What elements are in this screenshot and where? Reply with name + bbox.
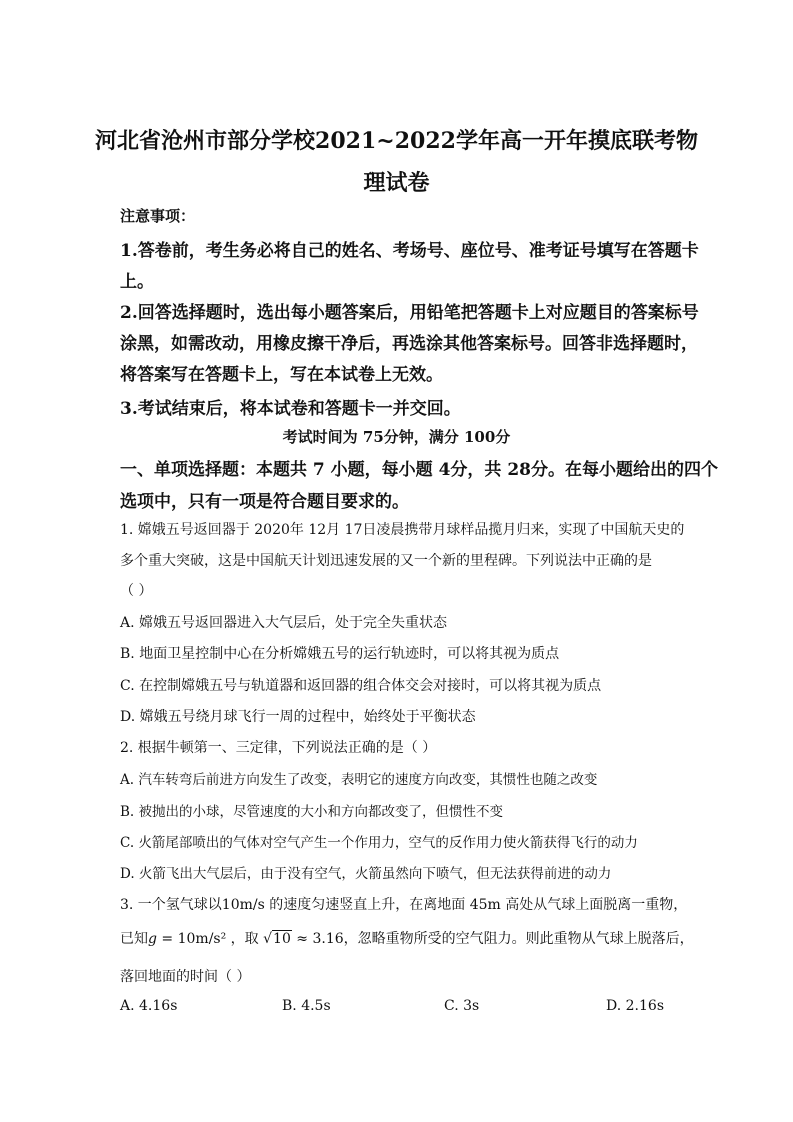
option-value: 3s xyxy=(463,998,480,1014)
gravity-symbol: g xyxy=(148,931,157,947)
question-3-option-d xyxy=(606,998,664,1014)
section-heading: 一、单项选择题：本题共 7 小题，每小题 4分，共 28分。在每小题给出的四个 xyxy=(120,460,718,480)
exam-info: 考试时间为 75分钟，满分 100分 xyxy=(282,428,511,446)
document-title: 河北省沧州市部分学校2021~2022学年高一开年摸底联考物 xyxy=(95,128,698,154)
question-1-option-b: B. 地面卫星控制中心在分析嫦娥五号的运行轨迹时，可以将其视为质点 xyxy=(120,646,560,662)
question-2-option-c: C. 火箭尾部喷出的气体对空气产生一个作用力，空气的反作用力使火箭获得飞行的动力 xyxy=(120,835,638,851)
notice-line: 1.答卷前，考生务必将自己的姓名、考场号、座位号、准考证号填写在答题卡 xyxy=(120,241,699,261)
option-value: 2.16s xyxy=(625,998,664,1014)
option-value: 4.5s xyxy=(301,998,331,1014)
question-3-stem: 3. 一个氢气球以10m/s 的速度匀速竖直上升，在离地面 45m 高处从气球上面脱离一重物， xyxy=(120,897,688,913)
section-heading-continued: 选项中，只有一项是符合题目要求的。 xyxy=(120,492,409,512)
question-1-option-a: A. 嫦娥五号返回器进入大气层后，处于完全失重状态 xyxy=(120,615,448,631)
question-3-text: 已知 xyxy=(120,931,148,947)
notice-line: 将答案写在答题卡上，写在本试卷上无效。 xyxy=(120,365,443,385)
question-2-option-d: D. 火箭飞出大气层后，由于没有空气，火箭虽然向下喷气，但无法获得前进的动力 xyxy=(120,866,612,882)
question-3-text: = 10m/s² ，取 xyxy=(156,931,264,947)
question-3-formula-line xyxy=(120,928,694,948)
question-2-option-a: A. 汽车转弯后前进方向发生了改变，表明它的速度方向改变，其惯性也随之改变 xyxy=(120,772,598,788)
question-3-stem-end: 落回地面的时间（ ） xyxy=(120,969,251,985)
question-1-blank: （ ） xyxy=(120,583,153,599)
option-letter: D. xyxy=(606,998,622,1014)
notice-line: 上。 xyxy=(120,272,154,292)
notice-line: 涂黑，如需改动，用橡皮擦干净后，再选涂其他答案标号。回答非选择题时， xyxy=(120,334,698,354)
question-3-option-b xyxy=(282,998,331,1014)
document-title-continued: 理试卷 xyxy=(363,170,430,196)
question-1-option-d: D. 嫦娥五号绕月球飞行一周的过程中，始终处于平衡状态 xyxy=(120,709,476,725)
notice-line: 2.回答选择题时，选出每小题答案后，用铅笔把答题卡上对应题目的答案标号 xyxy=(120,303,699,323)
question-1-stem: 多个重大突破，这是中国航天计划迅速发展的又一个新的里程碑。下列说法中正确的是 xyxy=(120,553,652,569)
question-1-option-c: C. 在控制嫦娥五号与轨道器和返回器的组合体交会对接时，可以将其视为质点 xyxy=(120,678,602,694)
notice-heading: 注意事项： xyxy=(120,207,196,225)
option-value: 4.16s xyxy=(139,998,178,1014)
question-3-option-a xyxy=(120,998,177,1014)
question-3-text: ≈ 3.16，忽略重物所受的空气阻力。则此重物从气球上脱落后， xyxy=(291,931,694,947)
question-2-option-b: B. 被抛出的小球，尽管速度的大小和方向都改变了，但惯性不变 xyxy=(120,804,504,820)
sqrt-argument: 10 xyxy=(273,931,291,947)
option-letter: C. xyxy=(444,998,459,1014)
question-3-option-c xyxy=(444,998,479,1014)
question-1-stem: 1. 嫦娥五号返回器于 2020年 12月 17日凌晨携带月球样品揽月归来，实现了中国航天史的 xyxy=(120,522,685,538)
sqrt-icon: √ xyxy=(263,931,273,947)
option-letter: B. xyxy=(282,998,297,1014)
option-letter: A. xyxy=(120,998,135,1014)
question-2-stem: 2. 根据牛顿第一、三定律，下列说法正确的是（ ） xyxy=(120,740,437,756)
notice-line: 3.考试结束后，将本试卷和答题卡一并交回。 xyxy=(120,399,461,419)
